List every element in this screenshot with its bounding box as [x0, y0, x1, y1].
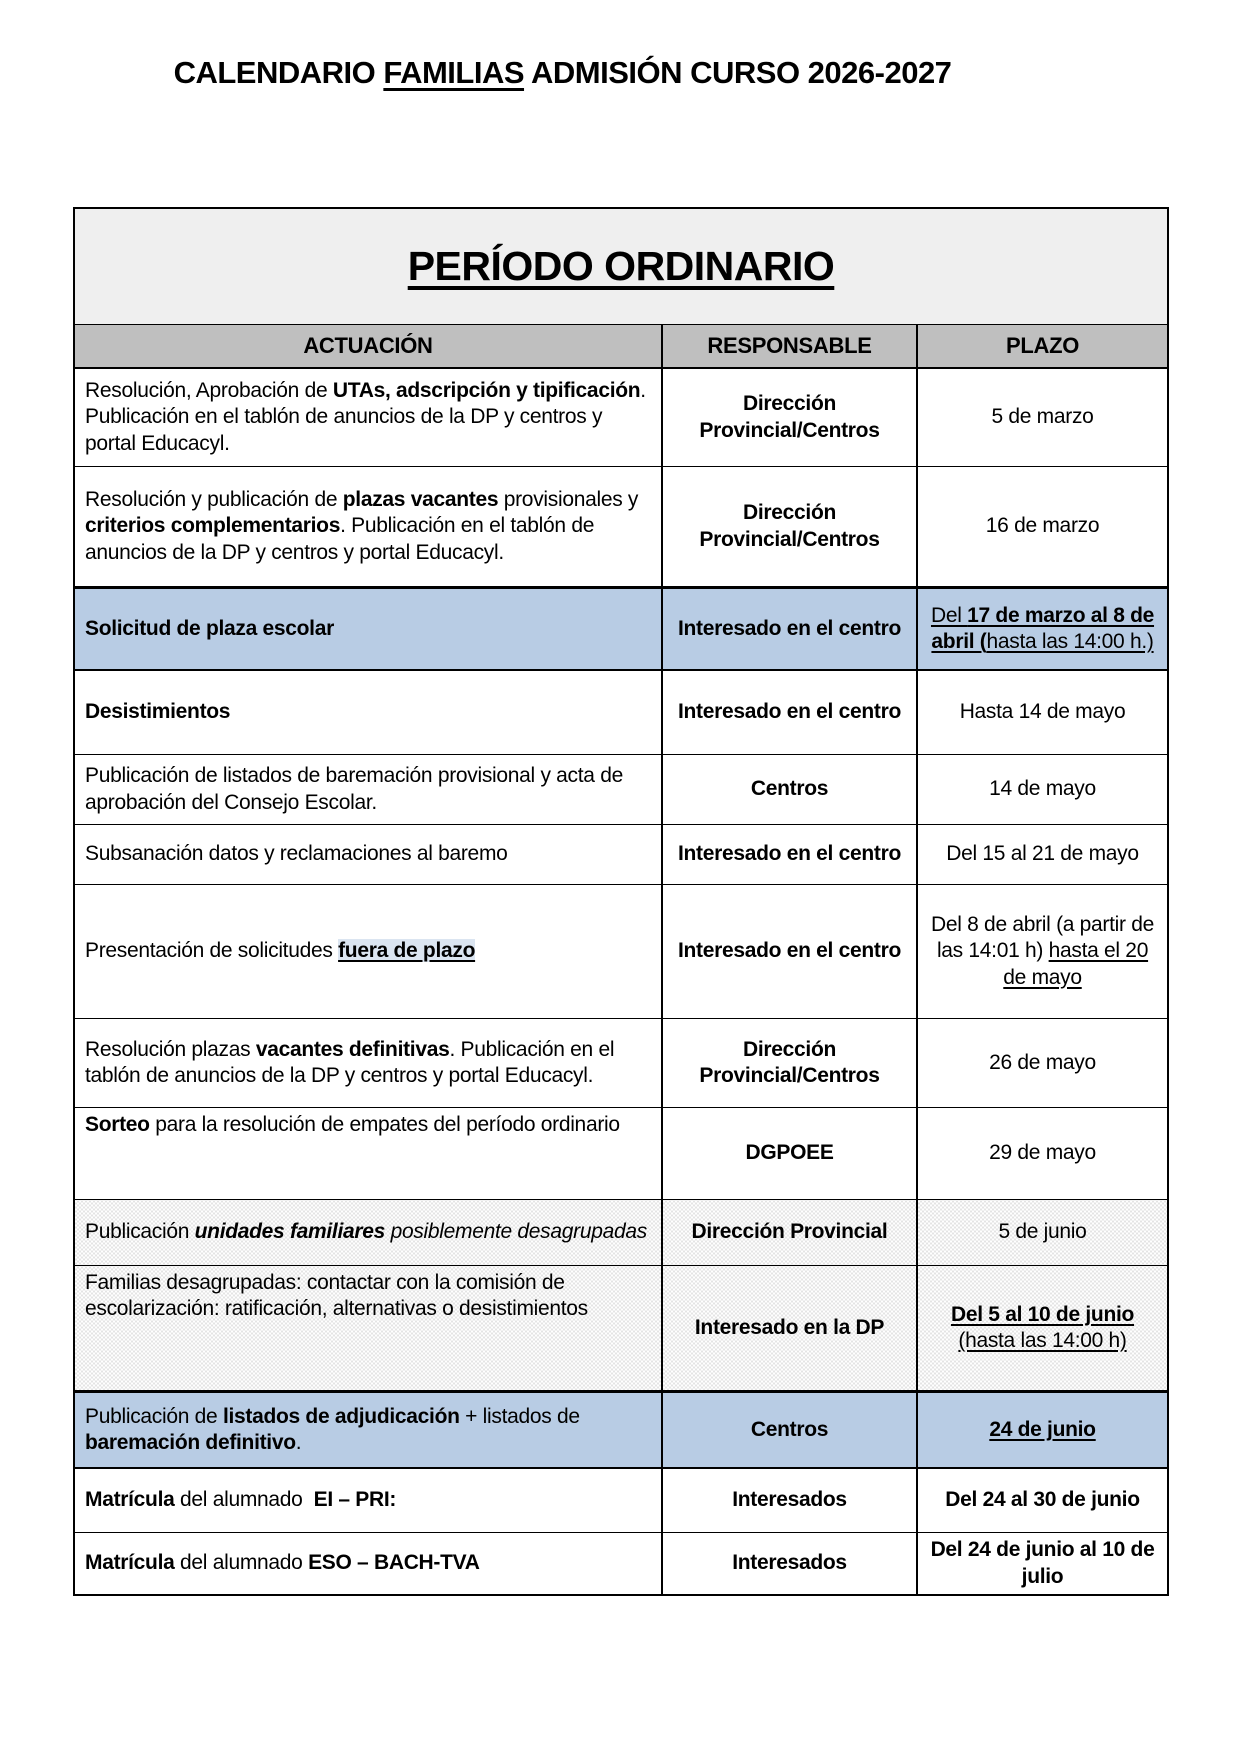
text-segment: hasta las 14:00 h.) — [986, 630, 1154, 653]
responsable-cell: Centros — [662, 755, 917, 825]
table-row — [74, 670, 1168, 755]
text-segment: Hasta 14 de mayo — [959, 700, 1126, 724]
table-row — [74, 755, 1168, 825]
table-row — [74, 588, 1168, 671]
table-row — [74, 1108, 1168, 1200]
text-segment: 5 de marzo — [991, 405, 1094, 429]
text-segment: Del 8 de abril (a partir de las 14:01 h) — [931, 913, 1155, 963]
actuacion-cell — [74, 1468, 662, 1533]
text-segment: Del 15 al 21 de mayo — [946, 842, 1139, 866]
responsable-cell: Centros — [662, 1392, 917, 1469]
text-segment: . Publicación en el tablón de anuncios de la DP y centros y portal Educacyl. — [85, 1037, 615, 1087]
text-segment: 17 de marzo al 8 de abril ( — [931, 603, 1155, 653]
responsable-cell: Interesado en el centro — [662, 885, 917, 1019]
text-segment: para la resolución de empates del período ordinario — [149, 1113, 620, 1136]
responsable-cell: Dirección Provincial/Centros — [662, 467, 917, 588]
text-segment: 14 de mayo — [989, 777, 1096, 801]
responsable-cell: Interesado en el centro — [662, 588, 917, 671]
text-segment: del alumnado — [174, 1551, 309, 1575]
text-segment: Del — [930, 603, 968, 627]
text-segment: Del 24 al 30 de junio — [945, 1488, 1140, 1512]
column-header-row — [74, 325, 1168, 369]
text-segment: posiblemente desagrupadas — [390, 1220, 647, 1244]
banner-row — [74, 208, 1168, 325]
text-segment: 16 de marzo — [985, 514, 1100, 538]
text-segment: (hasta las 14:00 h) — [958, 1329, 1127, 1352]
text-segment: Del 24 de junio al 10 de julio — [930, 1538, 1155, 1588]
table-row — [74, 467, 1168, 588]
text-segment: Publicación de — [85, 1404, 223, 1428]
text-segment: Solicitud de plaza escolar — [85, 616, 334, 640]
plazo-cell — [917, 1266, 1168, 1392]
actuacion-cell — [74, 670, 662, 755]
table-row — [74, 1019, 1168, 1108]
actuacion-cell — [74, 1200, 662, 1266]
text-segment: Del 5 al 10 de junio — [950, 1302, 1135, 1326]
text-segment: unidades familiares — [194, 1220, 386, 1244]
text-segment: . Publicación en el tablón de anuncios de la DP y centros y portal Educacyl. — [85, 514, 595, 564]
text-segment: provisionales y — [498, 488, 639, 512]
responsable-cell: Interesados — [662, 1533, 917, 1596]
calendar-table — [73, 207, 1169, 1596]
responsable-cell: Interesado en el centro — [662, 670, 917, 755]
plazo-cell — [917, 670, 1168, 755]
text-segment: 26 de mayo — [989, 1050, 1096, 1074]
table-row — [74, 368, 1168, 467]
table-row — [74, 1468, 1168, 1533]
responsable-cell: Interesados — [662, 1468, 917, 1533]
text-segment: . Publicación en el tablón de anuncios de la DP y centros y portal Educacyl. — [85, 379, 646, 455]
responsable-cell: Interesado en la DP — [662, 1266, 917, 1392]
table-row — [74, 1533, 1168, 1596]
plazo-cell — [917, 1108, 1168, 1200]
responsable-cell: Dirección Provincial/Centros — [662, 368, 917, 467]
text-segment: 29 de mayo — [989, 1141, 1096, 1165]
text-segment: Resolución plazas — [85, 1037, 256, 1061]
text-segment: . — [295, 1431, 302, 1454]
actuacion-cell — [74, 368, 662, 467]
page-title — [0, 55, 1183, 91]
plazo-cell — [917, 825, 1168, 885]
text-segment: plazas vacantes — [342, 488, 499, 512]
page-title-underlined-word: FAMILIAS — [383, 55, 525, 90]
table-row — [74, 1266, 1168, 1392]
actuacion-cell — [74, 1019, 662, 1108]
text-segment: Matrícula — [85, 1551, 175, 1575]
text-segment: UTAs, adscripción y tipificación — [332, 379, 641, 403]
periodo-ordinario-banner-text: PERÍODO ORDINARIO — [407, 243, 835, 290]
periodo-ordinario-banner — [74, 208, 1168, 325]
actuacion-cell — [74, 885, 662, 1019]
column-header-actuacion: ACTUACIÓN — [74, 325, 662, 369]
text-segment: Publicación — [85, 1220, 195, 1244]
column-header-plazo: PLAZO — [917, 325, 1168, 369]
plazo-cell — [917, 467, 1168, 588]
text-segment: fuera de plazo — [338, 939, 476, 963]
plazo-cell — [917, 368, 1168, 467]
text-segment: + listados de — [459, 1404, 580, 1428]
plazo-cell — [917, 1533, 1168, 1596]
table-body — [74, 368, 1168, 1595]
text-segment: baremación definitivo — [85, 1431, 296, 1454]
text-segment: criterios complementarios — [85, 514, 341, 538]
actuacion-cell — [74, 588, 662, 671]
responsable-cell: Interesado en el centro — [662, 825, 917, 885]
text-segment: Familias desagrupadas: contactar con la comisión de escolarización: ratificación, alternativas o desistimientos — [85, 1271, 588, 1321]
text-segment: Sorteo — [85, 1113, 150, 1136]
actuacion-cell — [74, 755, 662, 825]
text-segment: Resolución y publicación de — [85, 488, 343, 512]
text-segment: del alumnado — [174, 1488, 314, 1512]
actuacion-cell — [74, 1533, 662, 1596]
text-segment: Presentación de solicitudes — [85, 939, 339, 963]
actuacion-cell — [74, 1266, 662, 1392]
table-row — [74, 1392, 1168, 1469]
text-segment: ESO – BACH-TVA — [308, 1551, 480, 1575]
plazo-cell — [917, 1200, 1168, 1266]
responsable-cell: DGPOEE — [662, 1108, 917, 1200]
column-header-responsable: RESPONSABLE — [662, 325, 917, 369]
text-segment: Subsanación datos y reclamaciones al baremo — [85, 842, 508, 866]
text-segment: 24 de junio — [989, 1417, 1096, 1441]
table-row — [74, 885, 1168, 1019]
actuacion-cell — [74, 825, 662, 885]
text-segment: vacantes definitivas — [255, 1037, 450, 1061]
plazo-cell — [917, 1019, 1168, 1108]
plazo-cell — [917, 1468, 1168, 1533]
plazo-cell — [917, 588, 1168, 671]
actuacion-cell — [74, 1108, 662, 1200]
text-segment: 5 de junio — [998, 1220, 1087, 1244]
actuacion-cell — [74, 1392, 662, 1469]
page-title-prefix: CALENDARIO — [173, 55, 384, 90]
table-row — [74, 825, 1168, 885]
responsable-cell: Dirección Provincial/Centros — [662, 1019, 917, 1108]
text-segment: Matrícula — [85, 1488, 175, 1512]
table-row — [74, 1200, 1168, 1266]
plazo-cell — [917, 885, 1168, 1019]
text-segment: EI – PRI: — [313, 1488, 397, 1512]
text-segment: hasta el 20 de mayo — [1003, 939, 1149, 989]
plazo-cell — [917, 755, 1168, 825]
page-title-suffix: ADMISIÓN CURSO 2026-2027 — [524, 55, 952, 90]
responsable-cell: Dirección Provincial — [662, 1200, 917, 1266]
text-segment: Desistimientos — [85, 700, 231, 724]
text-segment: listados de adjudicación — [222, 1404, 460, 1428]
actuacion-cell — [74, 467, 662, 588]
text-segment: Resolución, Aprobación de — [85, 379, 333, 403]
plazo-cell — [917, 1392, 1168, 1469]
text-segment: Publicación de listados de baremación provisional y acta de aprobación del Consejo Escolar. — [85, 764, 623, 814]
